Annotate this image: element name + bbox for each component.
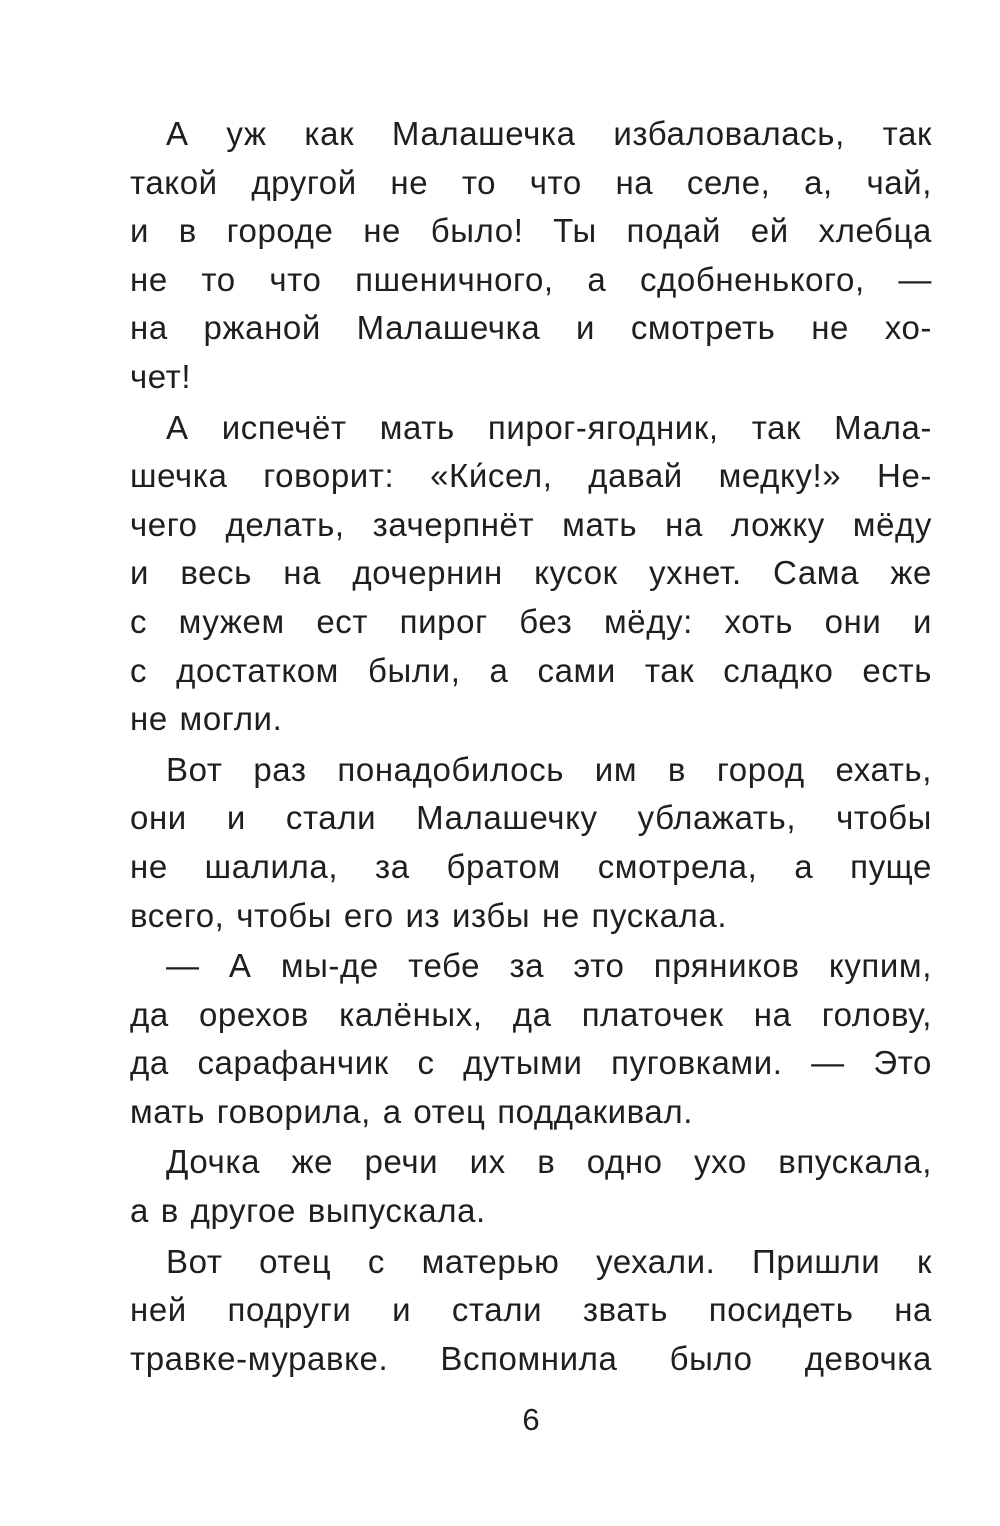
text-line: мать говорила, а отец поддакивал. xyxy=(130,1092,693,1130)
paragraph-2 xyxy=(130,404,932,744)
text-line: да сарафанчик с дутыми пуговками. — Это xyxy=(130,1044,932,1082)
paragraph-6 xyxy=(130,1238,932,1384)
page-number: 6 xyxy=(522,1402,540,1437)
text-line: ней подруги и стали звать посидеть на xyxy=(130,1291,932,1329)
text-line: они и стали Малашечку ублажать, чтобы xyxy=(130,799,932,837)
text-line: не то что пшеничного, а сдобненького, — xyxy=(130,260,932,298)
text-line: шечка говорит: «Ки́сел, давай медку!» Не- xyxy=(130,457,932,495)
text-line: с достатком были, а сами так сладко есть xyxy=(130,651,932,689)
text-line: и весь на дочернин кусок ухнет. Сама же xyxy=(130,554,932,592)
text-line: А испечёт мать пирог-ягодник, так Мала- xyxy=(166,408,932,446)
paragraph-3 xyxy=(130,746,932,940)
text-line: чет! xyxy=(130,357,192,395)
text-line: Вот отец с матерью уехали. Пришли к xyxy=(166,1242,932,1280)
text-line: — А мы-де тебе за это пряников купим, xyxy=(166,947,932,985)
text-line: на ржаной Малашечка и смотреть не хо- xyxy=(130,309,932,347)
text-line: Дочка же речи их в одно ухо впускала, xyxy=(166,1143,932,1181)
text-line: с мужем ест пирог без мёду: хоть они и xyxy=(130,602,932,640)
text-line: Вот раз понадобилось им в город ехать, xyxy=(166,750,932,788)
text-line: всего, чтобы его из избы не пускала. xyxy=(130,896,728,934)
text-line: чего делать, зачерпнёт мать на ложку мёду xyxy=(130,505,932,543)
paragraph-4 xyxy=(130,942,932,1136)
story-text xyxy=(130,110,932,1385)
text-line: такой другой не то что на селе, а, чай, xyxy=(130,163,932,201)
text-line: не шалила, за братом смотрела, а пуще xyxy=(130,847,932,885)
text-line: А уж как Малашечка избаловалась, так xyxy=(166,115,932,152)
text-line: да орехов калёных, да платочек на голову, xyxy=(130,995,932,1033)
paragraph-5 xyxy=(130,1138,932,1235)
paragraph-1 xyxy=(130,110,932,402)
text-line: травке-муравке. Вспомнила было девочка xyxy=(130,1339,932,1377)
text-line: а в другое выпускала. xyxy=(130,1192,486,1230)
text-line: и в городе не было! Ты подай ей хлебца xyxy=(130,212,932,250)
text-line: не могли. xyxy=(130,700,283,738)
